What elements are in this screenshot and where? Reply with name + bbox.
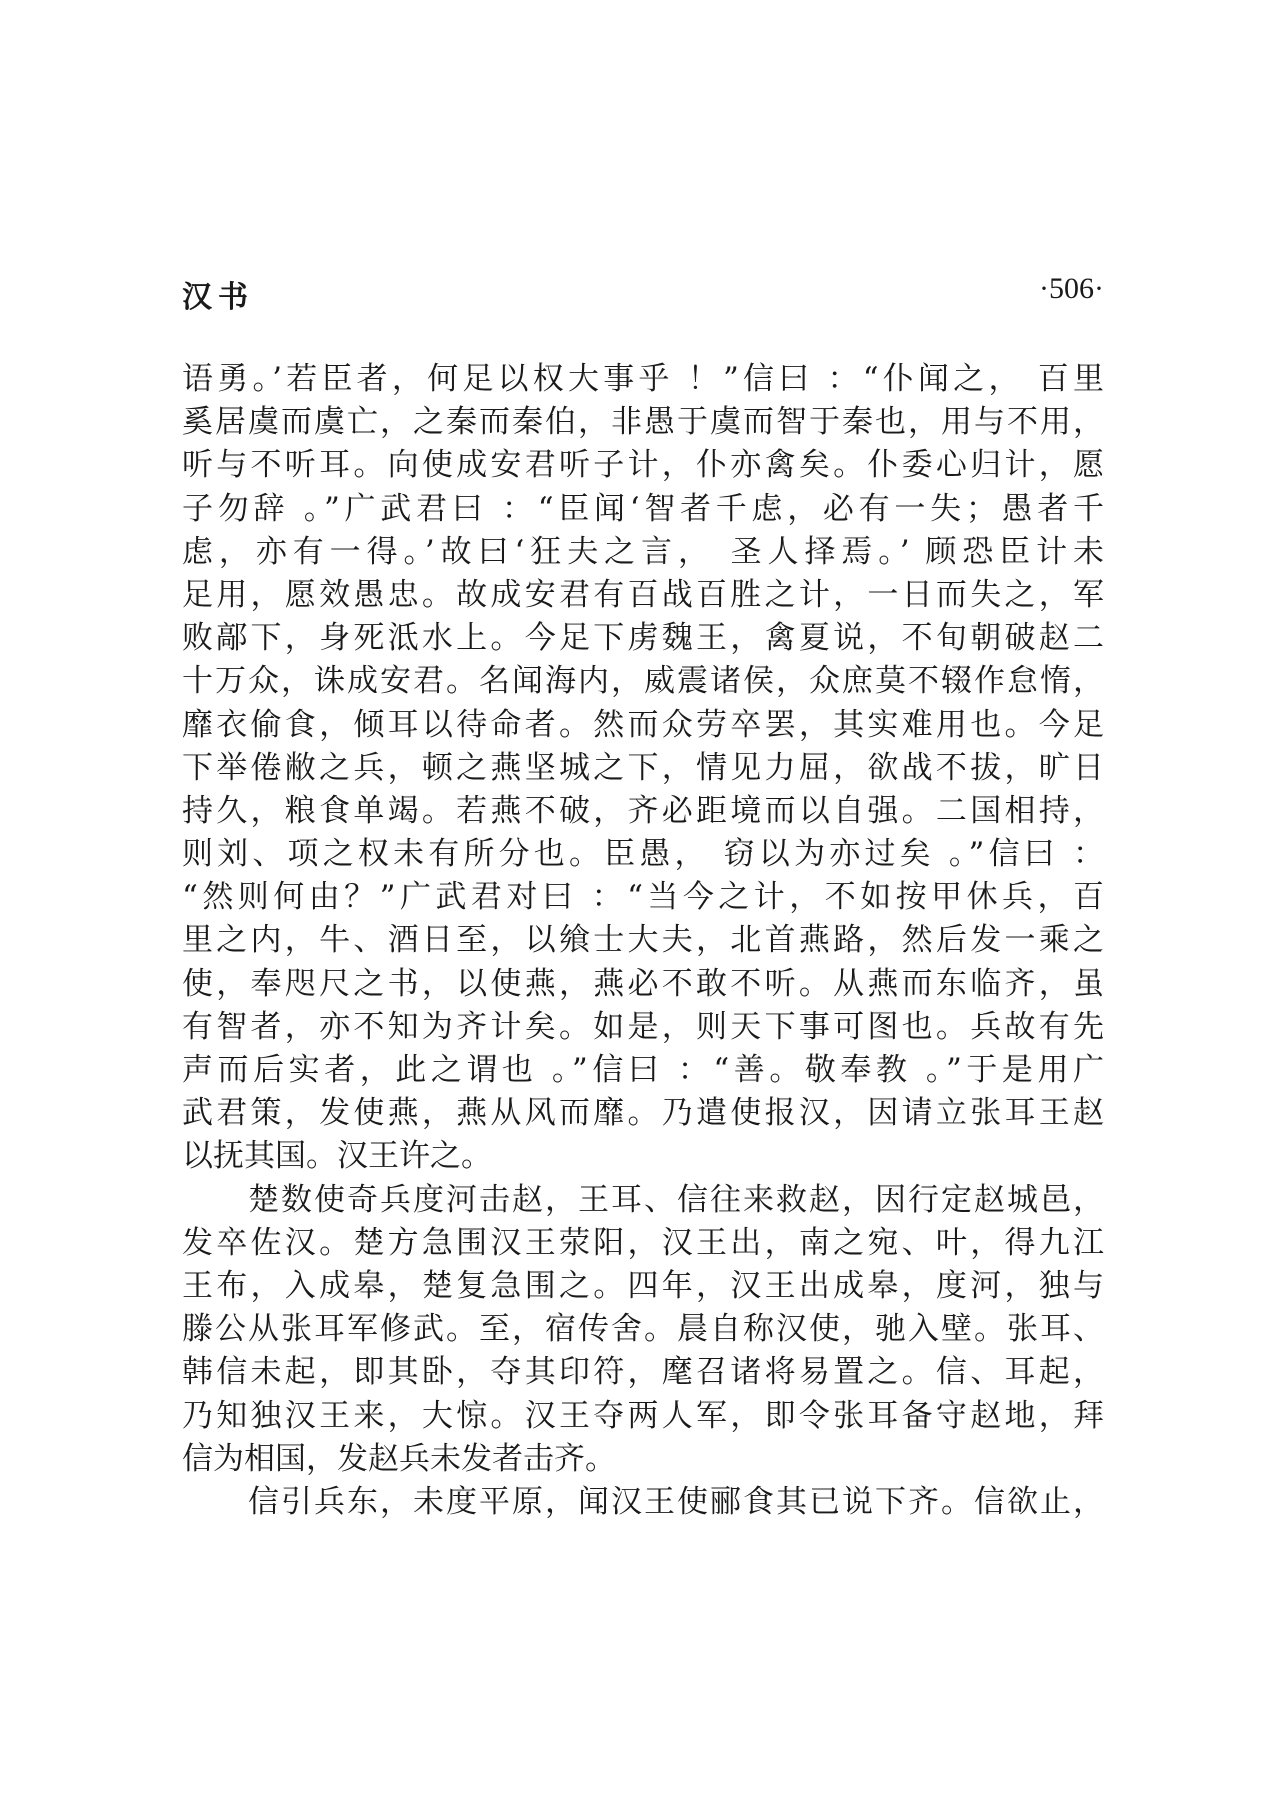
paragraph-first-line: 楚数使奇兵度河击赵，王耳、信往来救赵，因行定赵城邑， <box>248 1181 1104 1218</box>
text-line: 听与不听耳。向使成安君听子计，仆亦禽矣。仆委心归计，愿 <box>182 447 1104 484</box>
text-line: 发卒佐汉。楚方急围汉王荥阳，汉王出，南之宛、叶，得九江 <box>182 1224 1104 1261</box>
text-line: 十万众，诛成安君。名闻海内，威震诸侯，众庶莫不辍作怠惰， <box>182 663 1104 700</box>
text-line: 以抚其国。汉王许之。 <box>182 1138 492 1175</box>
text-line: 使，奉咫尺之书，以使燕，燕必不敢不听。从燕而东临齐，虽 <box>182 965 1104 1002</box>
text-line: 持久，粮食单竭。若燕不破，齐必距境而以自强。二国相持， <box>182 792 1104 829</box>
text-line: 靡衣偷食，倾耳以待命者。然而众劳卒罢，其实难用也。今足 <box>182 706 1104 743</box>
text-line: 信为相国，发赵兵未发者击齐。 <box>182 1440 616 1477</box>
book-title: 汉书 <box>182 280 254 315</box>
text-line: 声而后实者，此之谓也 。”信曰 ：“善。敬奉教 。”于是用广 <box>182 1052 1104 1088</box>
text-line: 里之内，牛、酒日至，以飨士大夫，北首燕路，然后发一乘之 <box>182 922 1104 959</box>
text-line: 子勿辞 。”广武君曰 ：“臣闻‘智者千虑，必有一失；愚者千 <box>182 490 1104 527</box>
paragraph-first-line: 信引兵东，未度平原，闻汉王使郦食其已说下齐。信欲止， <box>248 1483 1104 1520</box>
text-line: 武君策，发使燕，燕从风而靡。乃遣使报汉，因请立张耳王赵 <box>182 1095 1104 1132</box>
text-line: 王布，入成皋，楚复急围之。四年，汉王出成皋，度河，独与 <box>182 1267 1104 1304</box>
text-line: 乃知独汉王来，大惊。汉王夺两人军，即令张耳备守赵地，拜 <box>182 1397 1104 1434</box>
text-line: 有智者，亦不知为齐计矣。如是，则天下事可图也。兵故有先 <box>182 1008 1104 1045</box>
text-line: 则刘、项之权未有所分也。臣愚， 窃以为亦过矣 。”信曰 ： <box>182 836 1104 873</box>
text-line: 虑，亦有一得。’故曰‘狂夫之言， 圣人择焉。’ 顾恐臣计未 <box>182 533 1104 570</box>
running-head <box>182 272 1104 315</box>
text-line: 滕公从张耳军修武。至，宿传舍。晨自称汉使，驰入壁。张耳、 <box>182 1311 1104 1348</box>
text-line: 奚居虞而虞亡，之秦而秦伯，非愚于虞而智于秦也，用与不用， <box>182 404 1104 441</box>
text-line: 韩信未起，即其卧，夺其印符，麾召诸将易置之。信、耳起， <box>182 1354 1104 1391</box>
page-number: ·506· <box>1039 272 1104 305</box>
text-line: 败鄗下，身死泜水上。今足下虏魏王，禽夏说，不旬朝破赵二 <box>182 620 1104 657</box>
text-line: “然则何由？”广武君对曰 ：“当今之计，不如按甲休兵，百 <box>182 879 1104 916</box>
text-line: 下举倦敝之兵，顿之燕坚城之下，情见力屈，欲战不拔，旷日 <box>182 749 1104 786</box>
text-line: 足用，愿效愚忠。故成安君有百战百胜之计，一日而失之，军 <box>182 576 1104 613</box>
body-text <box>182 358 1104 1524</box>
text-line: 语勇。’若臣者，何足以权大事乎 ！”信曰 ：“仆闻之， 百里 <box>182 361 1104 397</box>
